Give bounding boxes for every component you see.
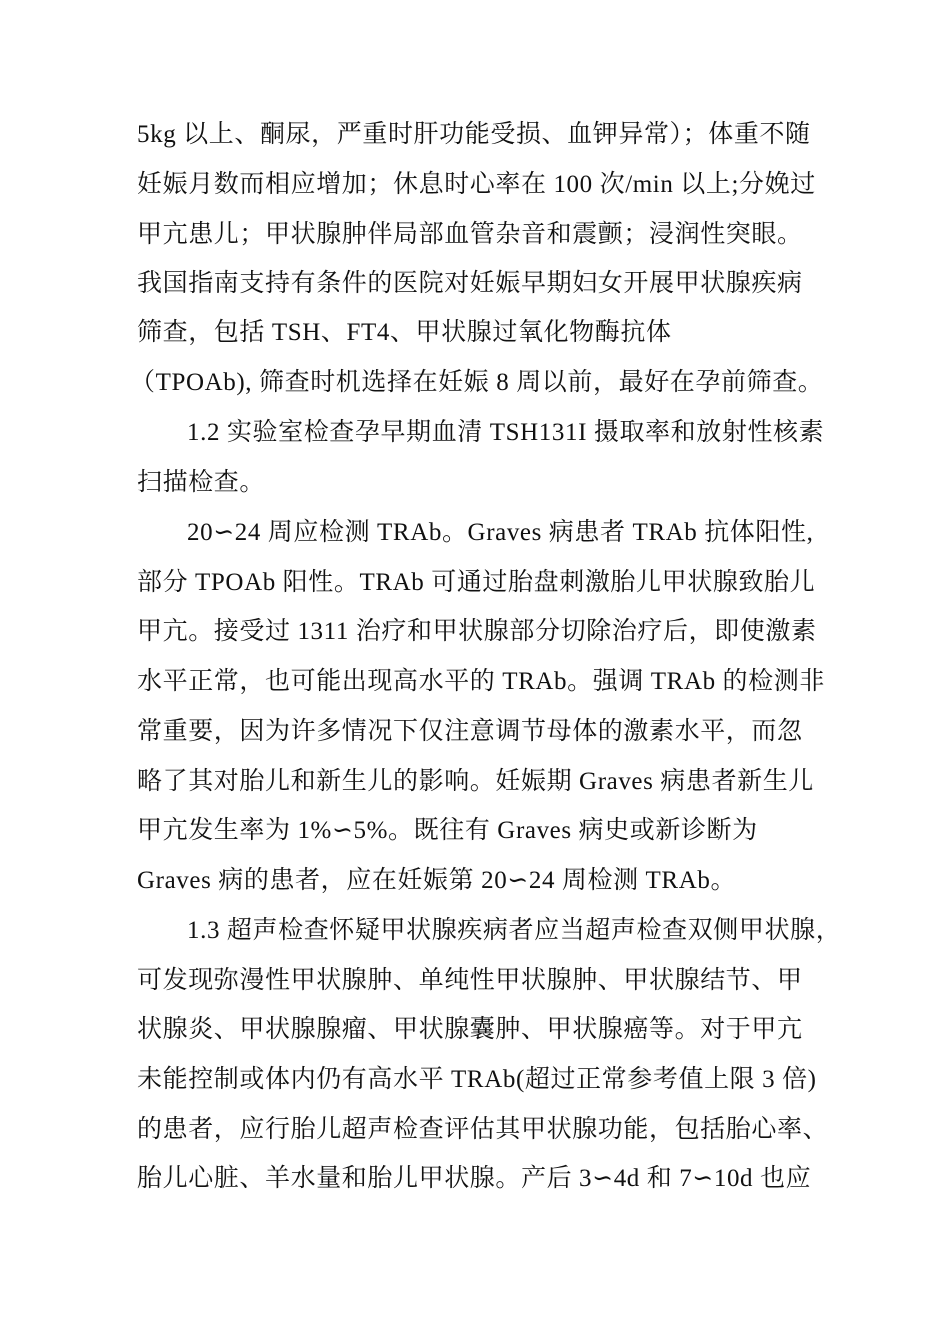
- text-line: 妊娠月数而相应增加；休息时心率在 100 次/min 以上;分娩过: [137, 171, 816, 198]
- text-line: 胎儿心脏、羊水量和胎儿甲状腺。产后 3∽4d 和 7∽10d 也应: [137, 1165, 812, 1192]
- text-line: 水平正常，也可能出现高水平的 TRAb。强调 TRAb 的检测非: [137, 668, 825, 695]
- text-line: 略了其对胎儿和新生儿的影响。妊娠期 Graves 病患者新生儿: [137, 768, 814, 795]
- paragraph-start: 20∽24 周应检测 TRAb。Graves 病患者 TRAb 抗体阳性,: [187, 519, 814, 546]
- text-line: 部分 TPOAb 阳性。TRAb 可通过胎盘刺激胎儿甲状腺致胎儿: [137, 569, 816, 596]
- section-heading-1-2: 1.2 实验室检查孕早期血清 TSH131I 摄取率和放射性核素: [187, 419, 825, 446]
- text-line: 5kg 以上、酮尿，严重时肝功能受损、血钾异常）；体重不随: [137, 121, 811, 148]
- text-line: 我国指南支持有条件的医院对妊娠早期妇女开展甲状腺疾病: [137, 270, 803, 297]
- text-line: 筛查，包括 TSH、FT4、甲状腺过氧化物酶抗体: [137, 319, 672, 346]
- section-heading-1-3: 1.3 超声检查怀疑甲状腺疾病者应当超声检查双侧甲状腺，: [187, 917, 842, 944]
- text-line: 常重要，因为许多情况下仅注意调节母体的激素水平，而忽: [137, 718, 803, 745]
- text-line: 扫描检查。: [137, 469, 266, 496]
- text-line: 甲亢。接受过 1311 治疗和甲状腺部分切除治疗后，即使激素: [137, 618, 817, 645]
- text-line: 的患者，应行胎儿超声检查评估其甲状腺功能，包括胎心率、: [137, 1116, 829, 1143]
- text-line: 甲亢发生率为 1%∽5%。既往有 Graves 病史或新诊断为: [137, 817, 758, 844]
- text-line: 可发现弥漫性甲状腺肿、单纯性甲状腺肿、甲状腺结节、甲: [137, 967, 803, 994]
- text-line: 未能控制或体内仍有高水平 TRAb(超过正常参考值上限 3 倍): [137, 1066, 817, 1093]
- text-line: （TPOAb), 筛查时机选择在妊娠 8 周以前，最好在孕前筛查。: [130, 369, 824, 396]
- text-line: Graves 病的患者，应在妊娠第 20∽24 周检测 TRAb。: [137, 867, 737, 894]
- text-line: 甲亢患儿；甲状腺肿伴局部血管杂音和震颤；浸润性突眼。: [137, 221, 803, 248]
- text-line: 状腺炎、甲状腺腺瘤、甲状腺囊肿、甲状腺癌等。对于甲亢: [137, 1016, 803, 1043]
